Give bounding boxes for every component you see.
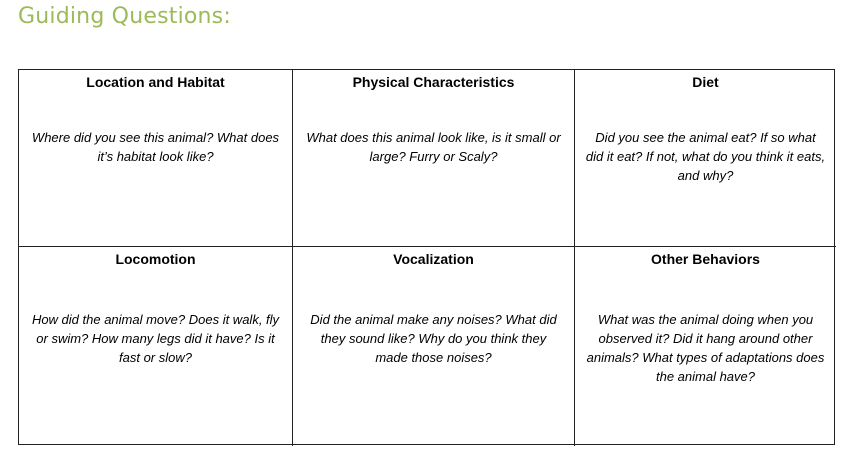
- cell-question: Did you see the animal eat? If so what did it eat? If not, what do you think it eats, and why?: [585, 130, 826, 183]
- cell-vocalization: [293, 247, 575, 446]
- cell-question: Did the animal make any noises? What did they sound like? Why do you think they made those noises?: [310, 312, 557, 365]
- cell-heading: Diet: [692, 74, 719, 90]
- cell-location-habitat: [19, 70, 293, 247]
- cell-heading: Other Behaviors: [651, 251, 760, 267]
- cell-heading: Location and Habitat: [86, 74, 225, 90]
- cell-diet: [575, 70, 836, 247]
- cell-heading: Vocalization: [393, 251, 474, 267]
- cell-other-behaviors: [575, 247, 836, 446]
- cell-question: What does this animal look like, is it small or large? Furry or Scaly?: [306, 130, 561, 164]
- cell-question: What was the animal doing when you observed it? Did it hang around other animals? What types of adaptations does the animal have?: [586, 312, 825, 384]
- cell-locomotion: [19, 247, 293, 446]
- guiding-questions-table: [18, 69, 835, 445]
- cell-heading: Physical Characteristics: [352, 74, 515, 90]
- cell-physical-characteristics: [293, 70, 575, 247]
- page-title: Guiding Questions:: [18, 4, 231, 29]
- cell-question: Where did you see this animal? What does it’s habitat look like?: [31, 130, 280, 164]
- cell-question: How did the animal move? Does it walk, fly or swim? How many legs did it have? Is it fast or slow?: [31, 312, 280, 365]
- cell-heading: Locomotion: [115, 251, 196, 267]
